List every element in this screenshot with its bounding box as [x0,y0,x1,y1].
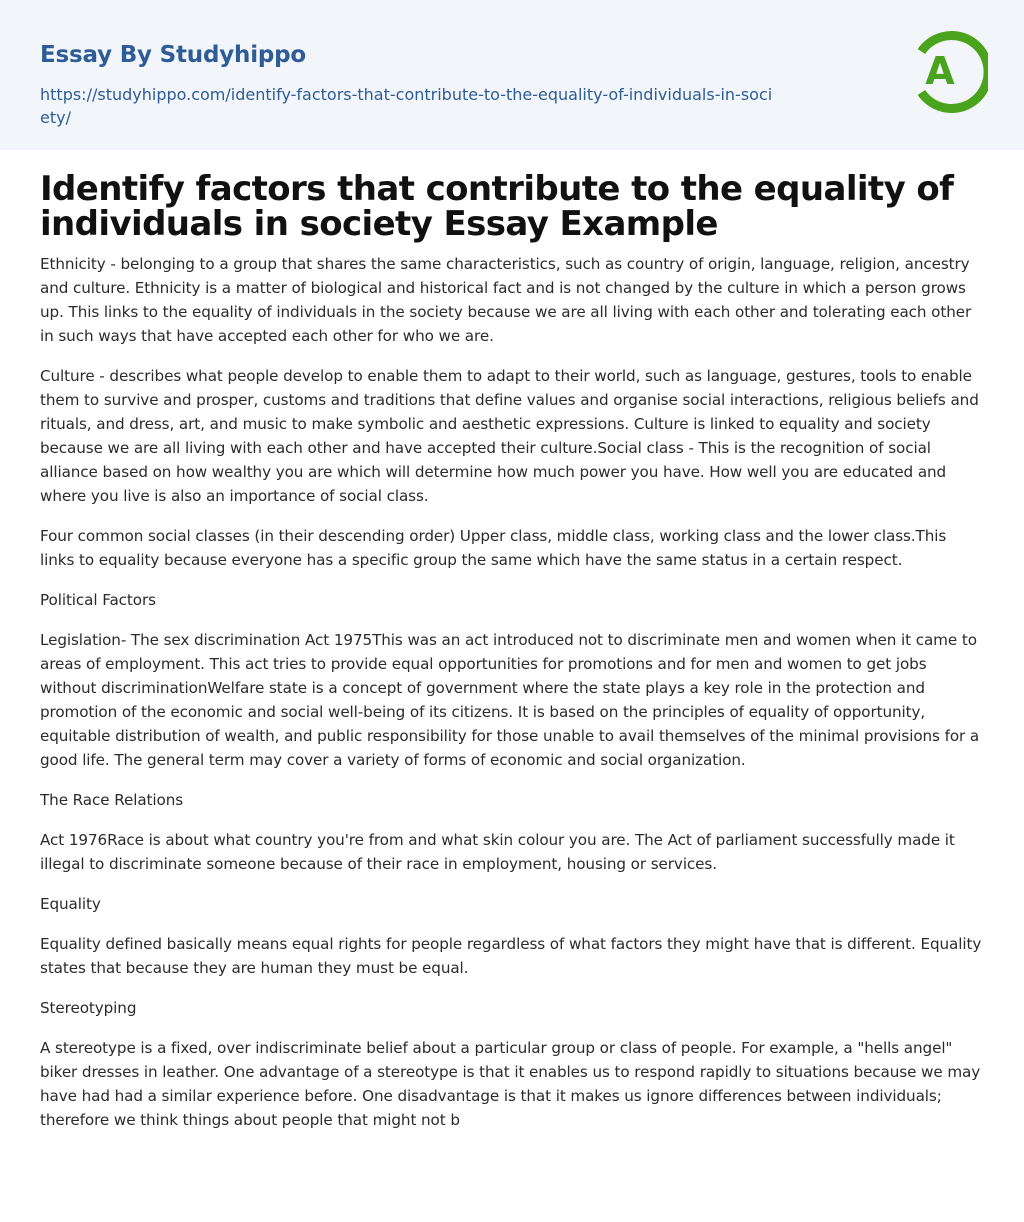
paragraph-race-act: Act 1976Race is about what country you're from and what skin colour you are. The Act of parliament successfully made it illegal to discriminate someone because of their race in employment, housing or services. [40,831,955,873]
paragraph-culture: Culture - describes what people develop to enable them to adapt to their world, such as language, gestures, tools to enable them to survive and prosper, customs and traditions that define values and organise social interactions, religious beliefs and rituals, and dress, art, and music to make symbolic and aesthetic expressions. Culture is linked to equality and society because we are all living with each other and have accepted their culture.Social class - This is the recognition of social alliance based on how wealthy you are which will determine how much power you have. How well you are educated and where you live is also an importance of social class. [40,367,979,505]
paragraph-equality: Equality defined basically means equal rights for people regardless of what factors they might have that is different. Equality states that because they are human they must be equal. [40,935,982,977]
essay-body [40,252,984,1132]
brand-title[interactable]: Essay By Studyhippo [40,42,307,68]
paragraph-ethnicity: Ethnicity - belonging to a group that shares the same characteristics, such as country of origin, language, religion, ancestry and culture. Ethnicity is a matter of biological and historical fact and is not changed by the culture in which a person grows up. This links to the equality of individuals in the society because we are all living with each other and tolerating each other in such ways that have accepted each other for who we are. [40,255,972,345]
studyhippo-logo-icon[interactable] [910,28,988,116]
source-url-link[interactable]: https://studyhippo.com/identify-factors-that-contribute-to-the-equality-of-individuals-in-society/ [40,85,773,127]
essay-title: Identify factors that contribute to the equality of individuals in society Essay Example [40,169,954,244]
logo-letter: A [925,49,955,93]
paragraph-stereotyping: A stereotype is a fixed, over indiscriminate belief about a particular group or class of people. For example, a "hells angel" biker dresses in leather. One advantage of a stereotype is that it enables us to respond rapidly to situations because we may have had had a similar experience before. One disadvantage is that it makes us ignore differences between individuals; therefore we think things about people that might not b [40,1039,981,1129]
subheading-political-factors: Political Factors [40,591,156,609]
essay-article [0,169,1024,1132]
subheading-equality: Equality [40,895,101,913]
paragraph-legislation: Legislation- The sex discrimination Act 1975This was an act introduced not to discriminate men and women when it came to areas of employment. This act tries to provide equal opportunities for promotions and for men and women to get jobs without discriminationWelfare state is a concept of government where the state plays a key role in the protection and promotion of the economic and social well-being of its citizens. It is based on the principles of equality of opportunity, equitable distribution of wealth, and public responsibility for those unable to avail themselves of the minimal provisions for a good life. The general term may cover a variety of forms of economic and social organization. [40,631,980,769]
site-header [0,0,1024,150]
subheading-stereotyping: Stereotyping [40,999,137,1017]
paragraph-social-classes: Four common social classes (in their descending order) Upper class, middle class, working class and the lower class.This links to equality because everyone has a specific group the same which have the same status in a certain respect. [40,527,947,569]
subheading-race-relations: The Race Relations [40,791,184,809]
